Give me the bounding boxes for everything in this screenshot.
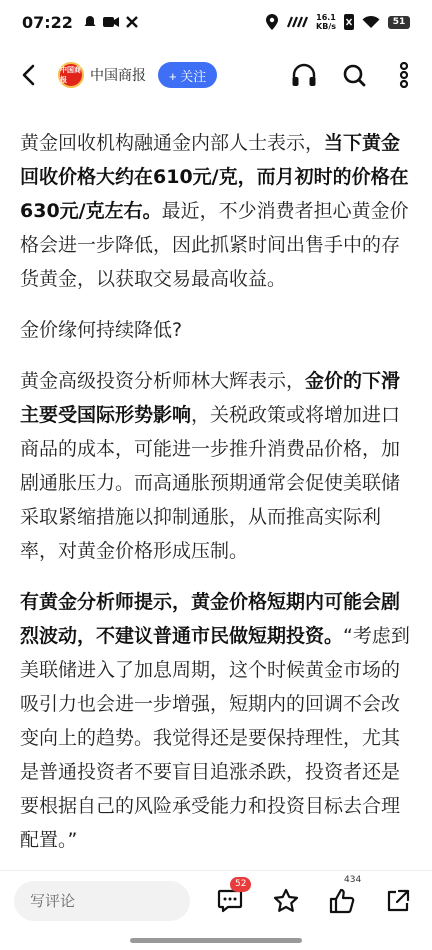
article-body [20,118,414,874]
video-icon [103,16,119,28]
comments-button[interactable] [216,878,247,915]
p1-text-a: 黄金回收机构融通金内部人士表示， [20,132,325,154]
follow-button[interactable]: + 关注 [158,62,217,88]
headphones-icon [291,63,317,87]
p3-text-a: 黄金高级投资分析师林大辉表示， [20,370,306,392]
sim-x-icon [344,14,354,30]
home-indicator[interactable] [130,938,302,943]
search-icon [342,63,366,87]
back-button[interactable] [14,61,42,89]
status-time: 07:22 [22,12,73,32]
location-icon [266,14,278,30]
tools-icon [125,15,139,29]
bottom-bar [0,870,432,930]
comment-count-badge: 52 [230,877,251,892]
status-bar [0,0,432,44]
back-arrow-icon [21,64,35,86]
more-button[interactable] [390,61,418,89]
comment-input[interactable]: 写评论 [14,881,190,921]
article-paragraph-3 [20,364,414,568]
article-paragraph-2: 金价缘何持续降低? [20,319,183,341]
status-left-icons [83,15,139,29]
share-button[interactable] [384,887,412,915]
p1-bold: 当下黄金回收价格大约在610元/克，而月初时的价格在630元/克左右。 [20,132,409,222]
p1-text-c: 最近，不少消费者担心黄金价格会进一步降低，因此抓紧时间出售手中的存货黄金，以获取交易最高收益。 [20,200,409,290]
p3-text-c: ，关税政策或将增加进口商品的成本，可能进一步推升消费品价格，加剧通胀压力。而高通胀预期通常会促使美联储采取紧缩措施以抑制通胀，从而推高实际利率，对黄金价格形成压制。 [20,404,401,562]
notification-icon [83,15,97,29]
search-button[interactable] [340,61,368,89]
like-count: 434 [344,874,362,885]
like-button[interactable] [328,874,362,915]
net-speed-unit: KB/s [316,22,336,31]
listen-button[interactable] [290,61,318,89]
nav-bar [0,48,432,102]
source-name[interactable]: 中国商报 [90,68,146,84]
article-paragraph-4 [20,585,414,857]
p4-quote: “考虑到美联储进入了加息周期，这个时候黄金市场的吸引力也会进一步增强，短期内的回调不会改变向上的趋势。我觉得还是要保持理性，尤其是普通投资者不要盲目追涨杀跌，投资者还是要根据自己的风险承受能力和投资目标去合理配置。” [20,625,410,851]
nav-right-actions [290,61,418,89]
bottom-actions [216,874,418,915]
star-icon [273,888,299,914]
battery-icon: 51 [388,16,410,29]
net-speed-value: 16.1 [316,13,336,22]
thumbs-up-icon [329,888,355,914]
vibrate-icon [286,16,308,28]
p4-bold: 有黄金分析师提示，黄金价格短期内可能会剧烈波动，不建议普通市民做短期投资。 [20,591,401,647]
source-logo-text: 中国商报 [60,66,81,84]
more-vertical-icon [399,62,409,88]
net-speed [316,13,336,31]
source-logo[interactable] [58,62,84,88]
favorite-button[interactable] [272,887,300,915]
status-right [266,13,410,31]
p3-bold: 金价的下滑主要受国际形势影响 [20,370,401,426]
share-icon [386,889,410,913]
wifi-icon [362,15,380,29]
comment-icon [217,889,243,913]
article-paragraph-1 [20,126,414,296]
